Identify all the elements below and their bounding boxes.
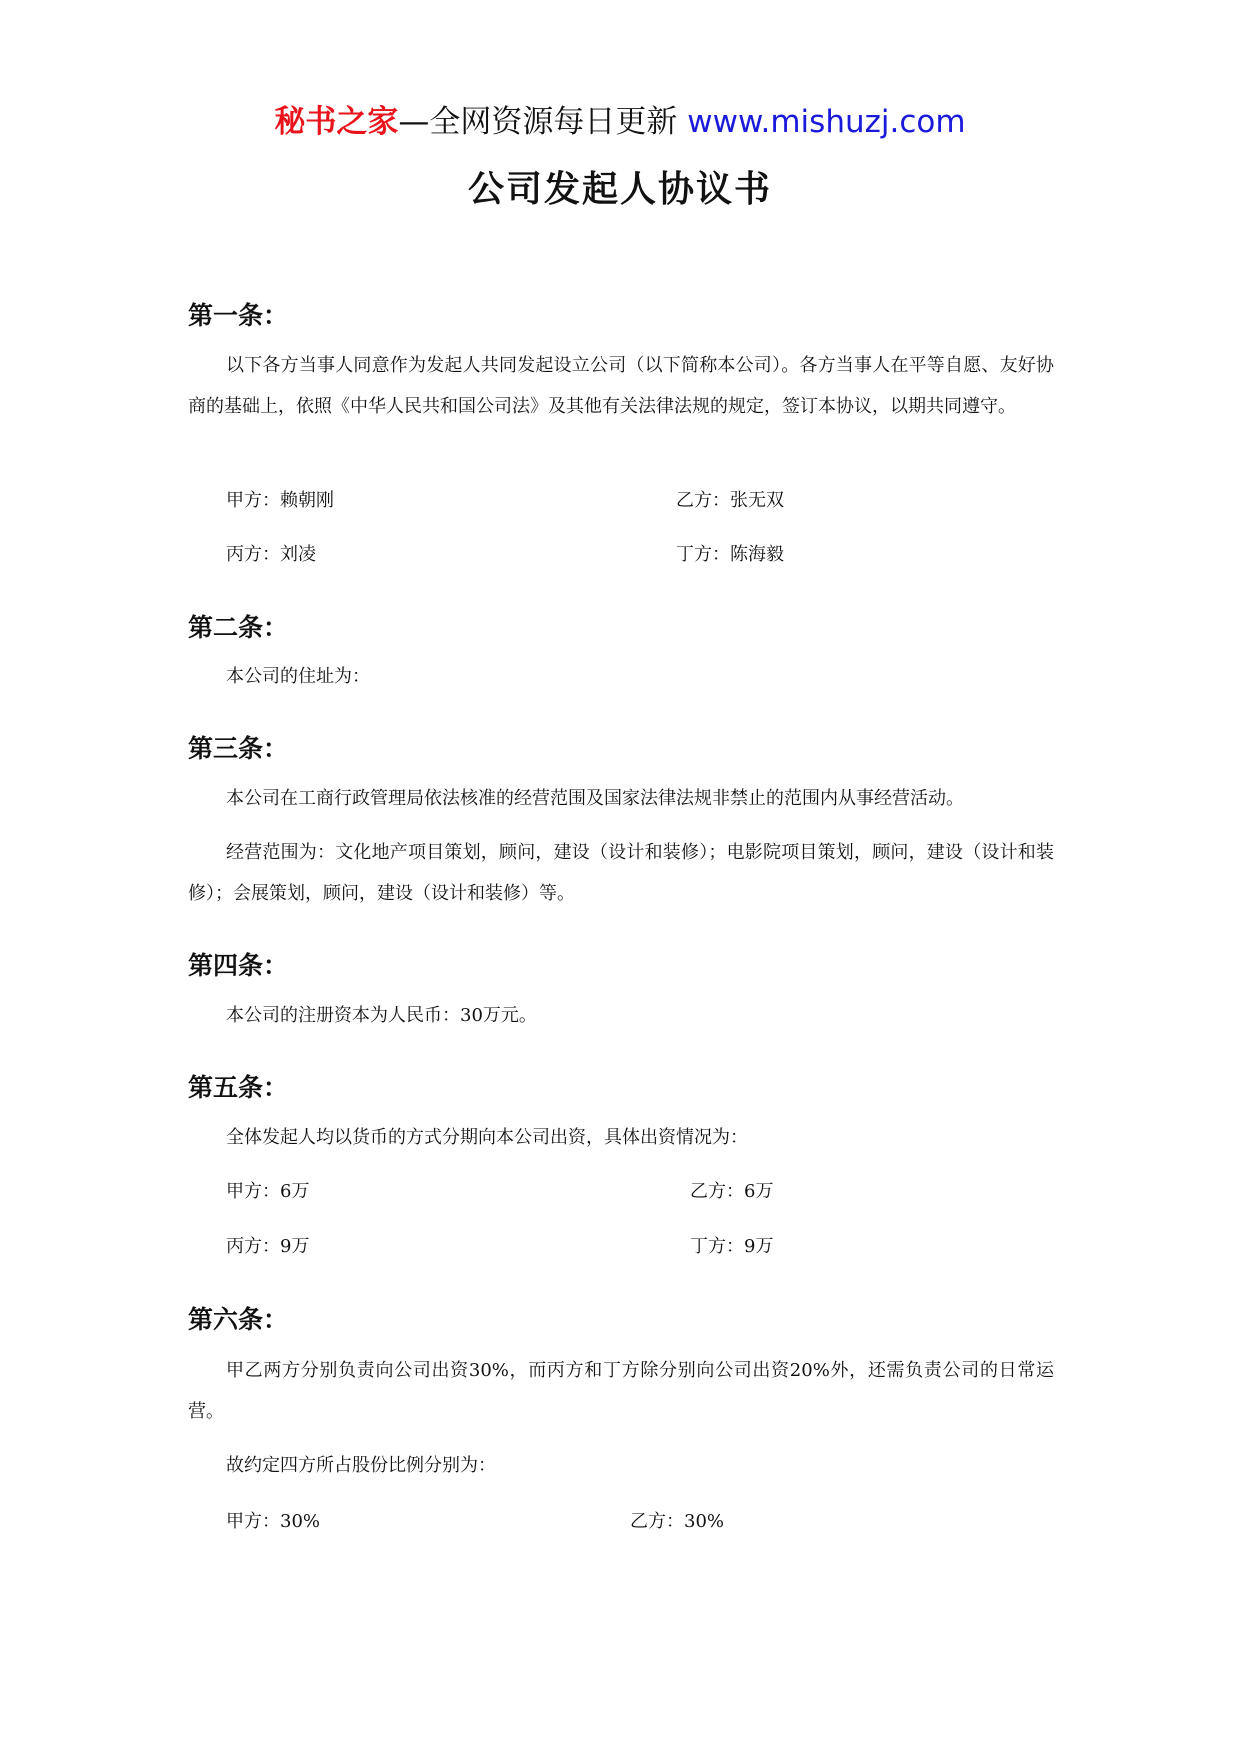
- article-3-heading: 第三条：: [188, 734, 289, 763]
- party-a-contribution: 甲方：6万: [226, 1181, 310, 1202]
- article-6-heading: 第六条：: [188, 1305, 289, 1334]
- party-b-share: 乙方：30%: [630, 1511, 725, 1532]
- party-a-name: 甲方：赖朝刚: [226, 490, 334, 511]
- party-d-name: 丁方：陈海毅: [676, 544, 784, 565]
- site-banner: [0, 100, 1240, 144]
- article-4-heading: 第四条：: [188, 951, 289, 980]
- article-1-heading: 第一条：: [188, 301, 289, 330]
- article-3-paragraph-2: 经营范围为：文化地产项目策划，顾问，建设（设计和装修）；电影院项目策划，顾问，建设（设计和装修）；会展策划，顾问，建设（设计和装修）等。: [188, 842, 1054, 904]
- article-4-paragraph: 本公司的注册资本为人民币：30万元。: [226, 1005, 537, 1026]
- party-a-share: 甲方：30%: [226, 1511, 321, 1532]
- party-c-contribution: 丙方：9万: [226, 1236, 310, 1257]
- party-b-contribution: 乙方：6万: [690, 1181, 774, 1202]
- article-2-heading: 第二条：: [188, 613, 289, 642]
- article-6-paragraph-1: 甲乙两方分别负责向公司出资30%，而丙方和丁方除分别向公司出资20%外，还需负责公司的日常运营。: [188, 1360, 1054, 1422]
- banner-tagline: —全网资源每日更新: [398, 104, 678, 140]
- article-1-paragraph: 以下各方当事人同意作为发起人共同发起设立公司（以下简称本公司）。各方当事人在平等自愿、友好协商的基础上，依照《中华人民共和国公司法》及其他有关法律法规的规定，签订本协议，以期共同遵守。: [188, 355, 1054, 417]
- brand-name: 秘书之家: [274, 104, 399, 140]
- document-title: 公司发起人协议书: [467, 169, 772, 210]
- site-url-link[interactable]: www.mishuzj.com: [687, 104, 966, 140]
- article-6-paragraph-2: 故约定四方所占股份比例分别为：: [226, 1455, 496, 1476]
- party-c-name: 丙方：刘凌: [226, 544, 316, 565]
- party-d-contribution: 丁方：9万: [690, 1236, 774, 1257]
- article-5-heading: 第五条：: [188, 1073, 289, 1102]
- party-b-name: 乙方：张无双: [676, 490, 784, 511]
- article-5-paragraph: 全体发起人均以货币的方式分期向本公司出资，具体出资情况为：: [226, 1127, 748, 1148]
- article-2-paragraph: 本公司的住址为：: [226, 666, 370, 687]
- article-3-paragraph-1: 本公司在工商行政管理局依法核准的经营范围及国家法律法规非禁止的范围内从事经营活动。: [226, 788, 964, 809]
